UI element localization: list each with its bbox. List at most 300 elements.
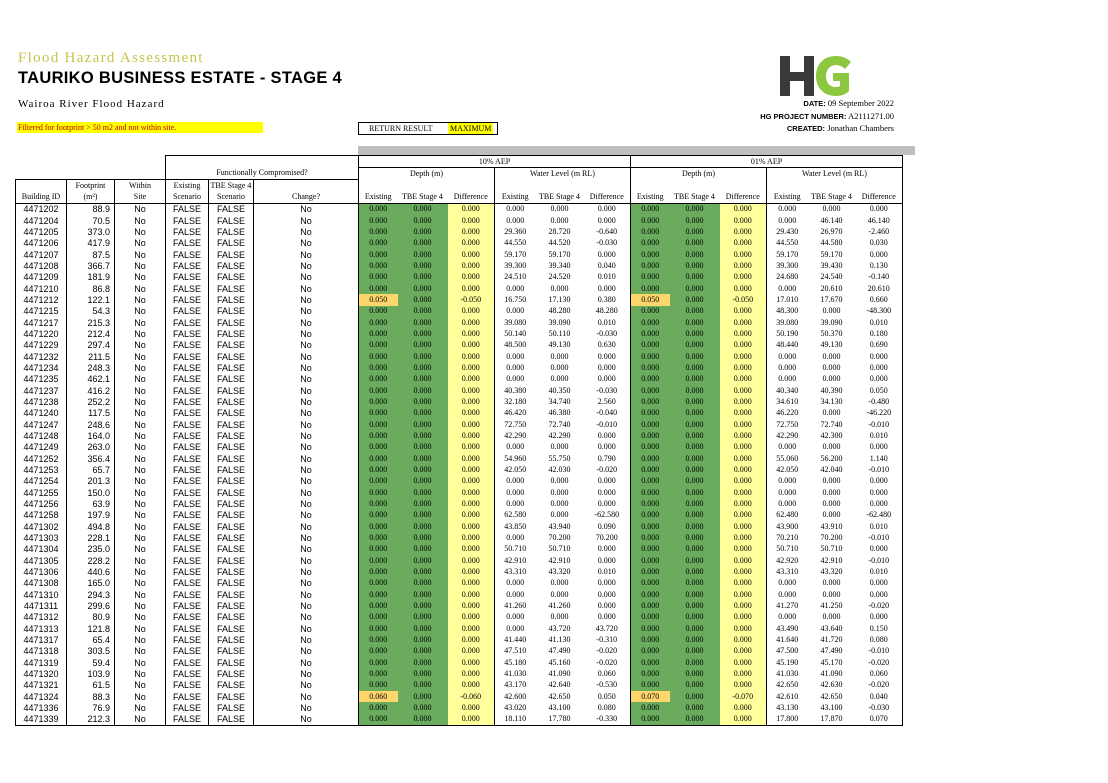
table-cell: -0.020 [596,646,618,656]
table-cell: FALSE [209,600,254,611]
table-cell: FALSE [209,442,254,453]
table-cell: 43.640 [820,623,843,633]
table-cell: 45.180 [495,657,536,668]
table-row [16,702,903,713]
table-cell: 65.7 [67,464,115,475]
table-cell: 0.000 [495,589,536,600]
table-row [16,668,903,679]
table-row [16,691,903,702]
table-cell: No [115,362,166,373]
table-cell: 0.010 [856,430,903,441]
table-cell: 0.000 [631,328,670,339]
table-cell: 0.000 [631,623,670,634]
table-cell: FALSE [209,260,254,271]
table-cell: 0.000 [359,623,398,634]
table-cell: 4471311 [16,600,67,611]
table-cell: 20.610 [856,283,903,294]
table-cell: No [115,453,166,464]
table-cell: 0.040 [597,261,616,271]
table-cell: 0.000 [359,306,398,317]
table-cell: 0.000 [670,487,720,498]
table-cell: No [115,510,166,521]
table-cell: 0.000 [720,498,767,509]
table-cell: 50.190 [767,328,808,339]
table-cell: 17.870 [808,714,856,726]
table-cell: FALSE [209,532,254,543]
table-cell: 0.000 [720,600,767,611]
table-cell: 0.000 [398,340,448,351]
table-cell: 0.000 [670,238,720,249]
table-row [16,487,903,498]
table-cell: FALSE [209,453,254,464]
table-cell: 4471256 [16,498,67,509]
table-cell: FALSE [166,306,209,317]
table-cell: 0.000 [670,623,720,634]
table-cell: 0.000 [631,521,670,532]
table-cell: 0.000 [670,646,720,657]
table-cell: 40.380 [495,385,536,396]
table-cell: 0.000 [359,566,398,577]
table-cell: 0.000 [822,612,841,622]
table-cell: 0.000 [597,476,616,486]
table-cell: FALSE [209,272,254,283]
table-cell: 0.000 [359,464,398,475]
project-number-line [760,111,894,121]
table-cell: 0.000 [398,283,448,294]
table-cell: 42.650 [548,691,571,701]
table-cell: 0.000 [398,544,448,555]
table-cell: 0.660 [856,294,903,305]
table-cell: 0.000 [631,203,670,215]
table-cell: 0.000 [720,453,767,464]
table-cell: 0.150 [856,623,903,634]
table-cell: -0.030 [596,385,618,395]
table-row [16,555,903,566]
table-cell: 165.0 [67,578,115,589]
table-cell: 0.000 [550,351,569,361]
table-cell: 373.0 [67,226,115,237]
table-cell: 0.000 [448,226,495,237]
functional-header: Functionally Compromised? [166,168,359,180]
table-cell: 41.260 [495,600,536,611]
table-cell: No [115,226,166,237]
table-cell: 0.000 [398,702,448,713]
table-cell: 0.000 [670,306,720,317]
table-cell: 0.000 [720,476,767,487]
table-cell: FALSE [209,238,254,249]
col-existing: Existing [495,191,536,203]
table-row [16,306,903,317]
table-cell: 0.000 [822,374,841,384]
table-cell: FALSE [209,589,254,600]
col-tbe: TBE Stage 4 [209,180,254,192]
table-cell: 4471306 [16,566,67,577]
table-cell: 46.140 [856,215,903,226]
col-tbe-scenario: Scenario [209,191,254,203]
table-cell: 0.000 [856,351,903,362]
table-cell: FALSE [166,283,209,294]
table-cell: 46.220 [767,408,808,419]
table-cell: 0.000 [822,499,841,508]
table-row [16,396,903,407]
table-cell: 0.000 [359,272,398,283]
table-cell: 4471321 [16,680,67,691]
table-cell: 0.000 [495,578,536,589]
table-cell: -0.010 [856,419,903,430]
table-cell: 43.850 [495,521,536,532]
table-cell: FALSE [209,249,254,260]
table-cell: 4471319 [16,657,67,668]
table-cell: -0.050 [448,294,495,305]
table-cell: 0.000 [767,351,808,362]
table-row [16,544,903,555]
table-cell: 0.000 [597,442,616,452]
table-row [16,476,903,487]
header-grey-bar [358,146,915,155]
table-cell: 0.000 [448,203,495,215]
table-cell: 50.140 [495,328,536,339]
table-cell: 49.130 [820,340,843,350]
table-cell: 0.000 [631,453,670,464]
table-cell: 0.000 [448,430,495,441]
table-cell: 248.3 [67,362,115,373]
table-row [16,600,903,611]
table-cell: 0.000 [631,646,670,657]
table-cell: 0.000 [767,487,808,498]
table-cell: 0.000 [631,578,670,589]
table-cell: 0.000 [767,612,808,623]
table-cell: No [115,532,166,543]
project-number-label: HG PROJECT NUMBER: [760,112,847,121]
table-cell: 4471305 [16,555,67,566]
table-cell: 72.750 [495,419,536,430]
table-cell: FALSE [209,215,254,226]
table-cell: 4471313 [16,623,67,634]
table-cell: No [254,714,359,726]
table-cell: No [254,238,359,249]
table-cell: FALSE [209,430,254,441]
table-cell: -0.140 [856,272,903,283]
table-cell: 46.140 [820,215,843,225]
table-cell: FALSE [209,646,254,657]
table-cell: 4471208 [16,260,67,271]
table-cell: 0.000 [720,396,767,407]
table-cell: 43.720 [548,623,571,633]
table-cell: 0.000 [631,589,670,600]
table-cell: 0.000 [550,215,569,225]
table-cell: 0.000 [670,408,720,419]
table-cell: FALSE [209,657,254,668]
table-cell: 0.000 [398,691,448,702]
table-cell: 0.000 [720,623,767,634]
table-cell: 0.000 [359,419,398,430]
table-cell: 4471303 [16,532,67,543]
table-cell: 59.170 [767,249,808,260]
table-cell: FALSE [166,362,209,373]
table-cell: FALSE [209,328,254,339]
table-cell: 70.200 [595,532,618,542]
table-cell: No [254,510,359,521]
table-cell: 0.000 [448,238,495,249]
table-cell: 62.480 [767,510,808,521]
table-cell: 0.000 [822,351,841,361]
table-cell: 297.4 [67,340,115,351]
table-cell: 0.000 [359,362,398,373]
table-cell: No [254,283,359,294]
table-cell: 41.090 [820,668,843,678]
table-cell: -0.020 [596,657,618,667]
table-row [16,657,903,668]
table-cell: 43.020 [495,702,536,713]
table-cell: 0.000 [720,589,767,600]
table-cell: 0.000 [720,215,767,226]
table-cell: 0.000 [670,578,720,589]
table-cell: 0.000 [359,544,398,555]
table-cell: 0.000 [448,249,495,260]
table-cell: 0.050 [856,385,903,396]
table-cell: 0.000 [631,306,670,317]
col-tbe: TBE Stage 4 [808,191,856,203]
table-cell: 0.000 [670,442,720,453]
table-cell: FALSE [166,203,209,215]
table-cell: 215.3 [67,317,115,328]
table-cell: FALSE [209,487,254,498]
table-cell: No [254,634,359,645]
table-cell: No [115,600,166,611]
table-row [16,362,903,373]
table-cell: FALSE [166,272,209,283]
table-cell: 43.320 [548,566,571,576]
table-row [16,215,903,226]
table-cell: 18.110 [495,714,536,726]
table-cell: 4471232 [16,351,67,362]
table-cell: 0.000 [720,544,767,555]
table-cell: 0.000 [398,226,448,237]
table-cell: 4471249 [16,442,67,453]
table-cell: 0.000 [359,260,398,271]
table-cell: 0.000 [448,374,495,385]
table-cell: 0.000 [495,623,536,634]
table-cell: 0.000 [670,283,720,294]
table-cell: 0.000 [398,510,448,521]
table-row [16,430,903,441]
table-cell: 88.9 [67,203,115,215]
table-row [16,283,903,294]
table-cell: No [254,600,359,611]
table-cell: No [254,521,359,532]
table-cell: FALSE [166,453,209,464]
created-value: Jonathan Chambers [827,123,894,133]
table-cell: FALSE [166,657,209,668]
table-cell: 24.510 [495,272,536,283]
table-cell: 0.080 [597,702,616,712]
table-cell: No [254,544,359,555]
table-cell: 0.010 [597,317,616,327]
table-cell: 47.510 [495,646,536,657]
table-cell: 47.500 [767,646,808,657]
flood-results-table [15,155,903,726]
table-cell: 4471217 [16,317,67,328]
table-row [16,680,903,691]
table-cell: 294.3 [67,589,115,600]
table-cell: 0.000 [631,238,670,249]
table-cell: FALSE [166,328,209,339]
table-cell: 17.010 [767,294,808,305]
table-cell: 46.420 [495,408,536,419]
table-cell: 4471205 [16,226,67,237]
table-cell: 0.000 [767,283,808,294]
table-cell: 2.560 [597,397,616,407]
table-cell: 4471209 [16,272,67,283]
table-cell: -0.020 [856,657,903,668]
table-cell: 494.8 [67,521,115,532]
table-cell: 0.010 [856,317,903,328]
table-cell: 45.160 [548,657,571,667]
table-cell: 43.310 [495,566,536,577]
table-cell: 0.000 [398,260,448,271]
table-cell: 0.000 [359,442,398,453]
created-label: CREATED: [786,124,826,133]
col-within-site: Site [115,191,166,203]
table-cell: 17.670 [820,295,843,305]
table-cell: 4471312 [16,612,67,623]
table-cell: FALSE [209,226,254,237]
table-cell: 0.000 [448,680,495,691]
table-cell: 0.000 [359,510,398,521]
table-cell: 0.000 [670,272,720,283]
table-row [16,566,903,577]
table-cell: -0.010 [596,419,618,429]
table-cell: 0.000 [822,578,841,588]
table-cell: 42.910 [495,555,536,566]
table-cell: 0.690 [856,340,903,351]
table-cell: FALSE [166,668,209,679]
table-cell: FALSE [209,691,254,702]
table-cell: 72.740 [548,419,571,429]
table-cell: 0.050 [597,691,616,701]
table-cell: 0.000 [359,238,398,249]
table-cell: No [115,521,166,532]
table-cell: 4471252 [16,453,67,464]
table-cell: -0.060 [448,691,495,702]
table-cell: 4471237 [16,385,67,396]
table-cell: 0.000 [597,374,616,384]
table-cell: 0.000 [720,317,767,328]
table-cell: 0.000 [631,340,670,351]
table-cell: 24.540 [820,272,843,282]
table-cell: 0.000 [550,499,569,508]
table-cell: No [115,442,166,453]
table-cell: 0.000 [631,430,670,441]
table-row [16,589,903,600]
table-cell: 0.000 [631,351,670,362]
table-cell: 0.000 [631,612,670,623]
table-cell: 42.650 [767,680,808,691]
table-cell: No [115,408,166,419]
table-cell: No [254,351,359,362]
table-cell: 0.000 [398,532,448,543]
aep10-header: 10% AEP [359,156,631,168]
table-cell: 44.580 [820,238,843,248]
table-cell: No [254,623,359,634]
table-cell: 0.000 [597,555,616,565]
table-cell: 0.000 [359,578,398,589]
table-cell: 0.000 [597,612,616,622]
table-cell: 65.4 [67,634,115,645]
col-footprint: Footprint [67,180,115,192]
table-cell: 0.000 [856,374,903,385]
table-cell: 0.000 [550,374,569,384]
table-cell: 0.000 [670,544,720,555]
table-cell: FALSE [166,385,209,396]
table-cell: 122.1 [67,294,115,305]
table-row [16,328,903,339]
table-cell: No [115,385,166,396]
table-cell: FALSE [209,317,254,328]
table-cell: 0.000 [631,714,670,726]
table-row [16,612,903,623]
table-cell: 0.000 [359,215,398,226]
table-cell: -0.020 [856,680,903,691]
table-cell: FALSE [209,294,254,305]
table-cell: No [115,555,166,566]
table-cell: 0.000 [359,317,398,328]
col-building-id: Building ID [16,191,67,203]
table-cell: 0.000 [720,657,767,668]
table-cell: 20.610 [820,283,843,293]
table-cell: 0.000 [670,657,720,668]
table-cell: FALSE [209,544,254,555]
table-cell: 4471238 [16,396,67,407]
table-cell: 117.5 [67,408,115,419]
table-cell: 42.610 [767,691,808,702]
table-cell: FALSE [209,476,254,487]
table-row [16,623,903,634]
table-cell: 43.100 [548,702,571,712]
table-cell: 0.000 [670,430,720,441]
project-title: TAURIKO BUSINESS ESTATE - STAGE 4 [18,69,343,87]
table-cell: 0.060 [359,691,398,702]
table-cell: 0.000 [670,340,720,351]
table-cell: 4471310 [16,589,67,600]
table-cell: 39.300 [767,260,808,271]
table-cell: 0.000 [720,612,767,623]
table-cell: 4471248 [16,430,67,441]
table-cell: 72.750 [767,419,808,430]
table-cell: 41.270 [767,600,808,611]
table-cell: 0.000 [398,328,448,339]
table-cell: 42.920 [767,555,808,566]
table-cell: 55.060 [767,453,808,464]
table-cell: 211.5 [67,351,115,362]
table-row [16,351,903,362]
table-cell: 0.010 [597,272,616,282]
table-cell: 0.000 [631,634,670,645]
table-cell: 0.000 [359,203,398,215]
table-cell: No [115,634,166,645]
table-cell: 0.000 [398,600,448,611]
table-cell: 50.110 [548,329,571,339]
table-cell: FALSE [209,555,254,566]
table-row [16,385,903,396]
table-cell: 0.000 [631,385,670,396]
table-cell: 42.910 [820,555,843,565]
table-cell: 0.000 [448,260,495,271]
table-cell: FALSE [209,634,254,645]
table-cell: 0.000 [448,668,495,679]
table-cell: 48.300 [767,306,808,317]
table-cell: 0.000 [670,532,720,543]
